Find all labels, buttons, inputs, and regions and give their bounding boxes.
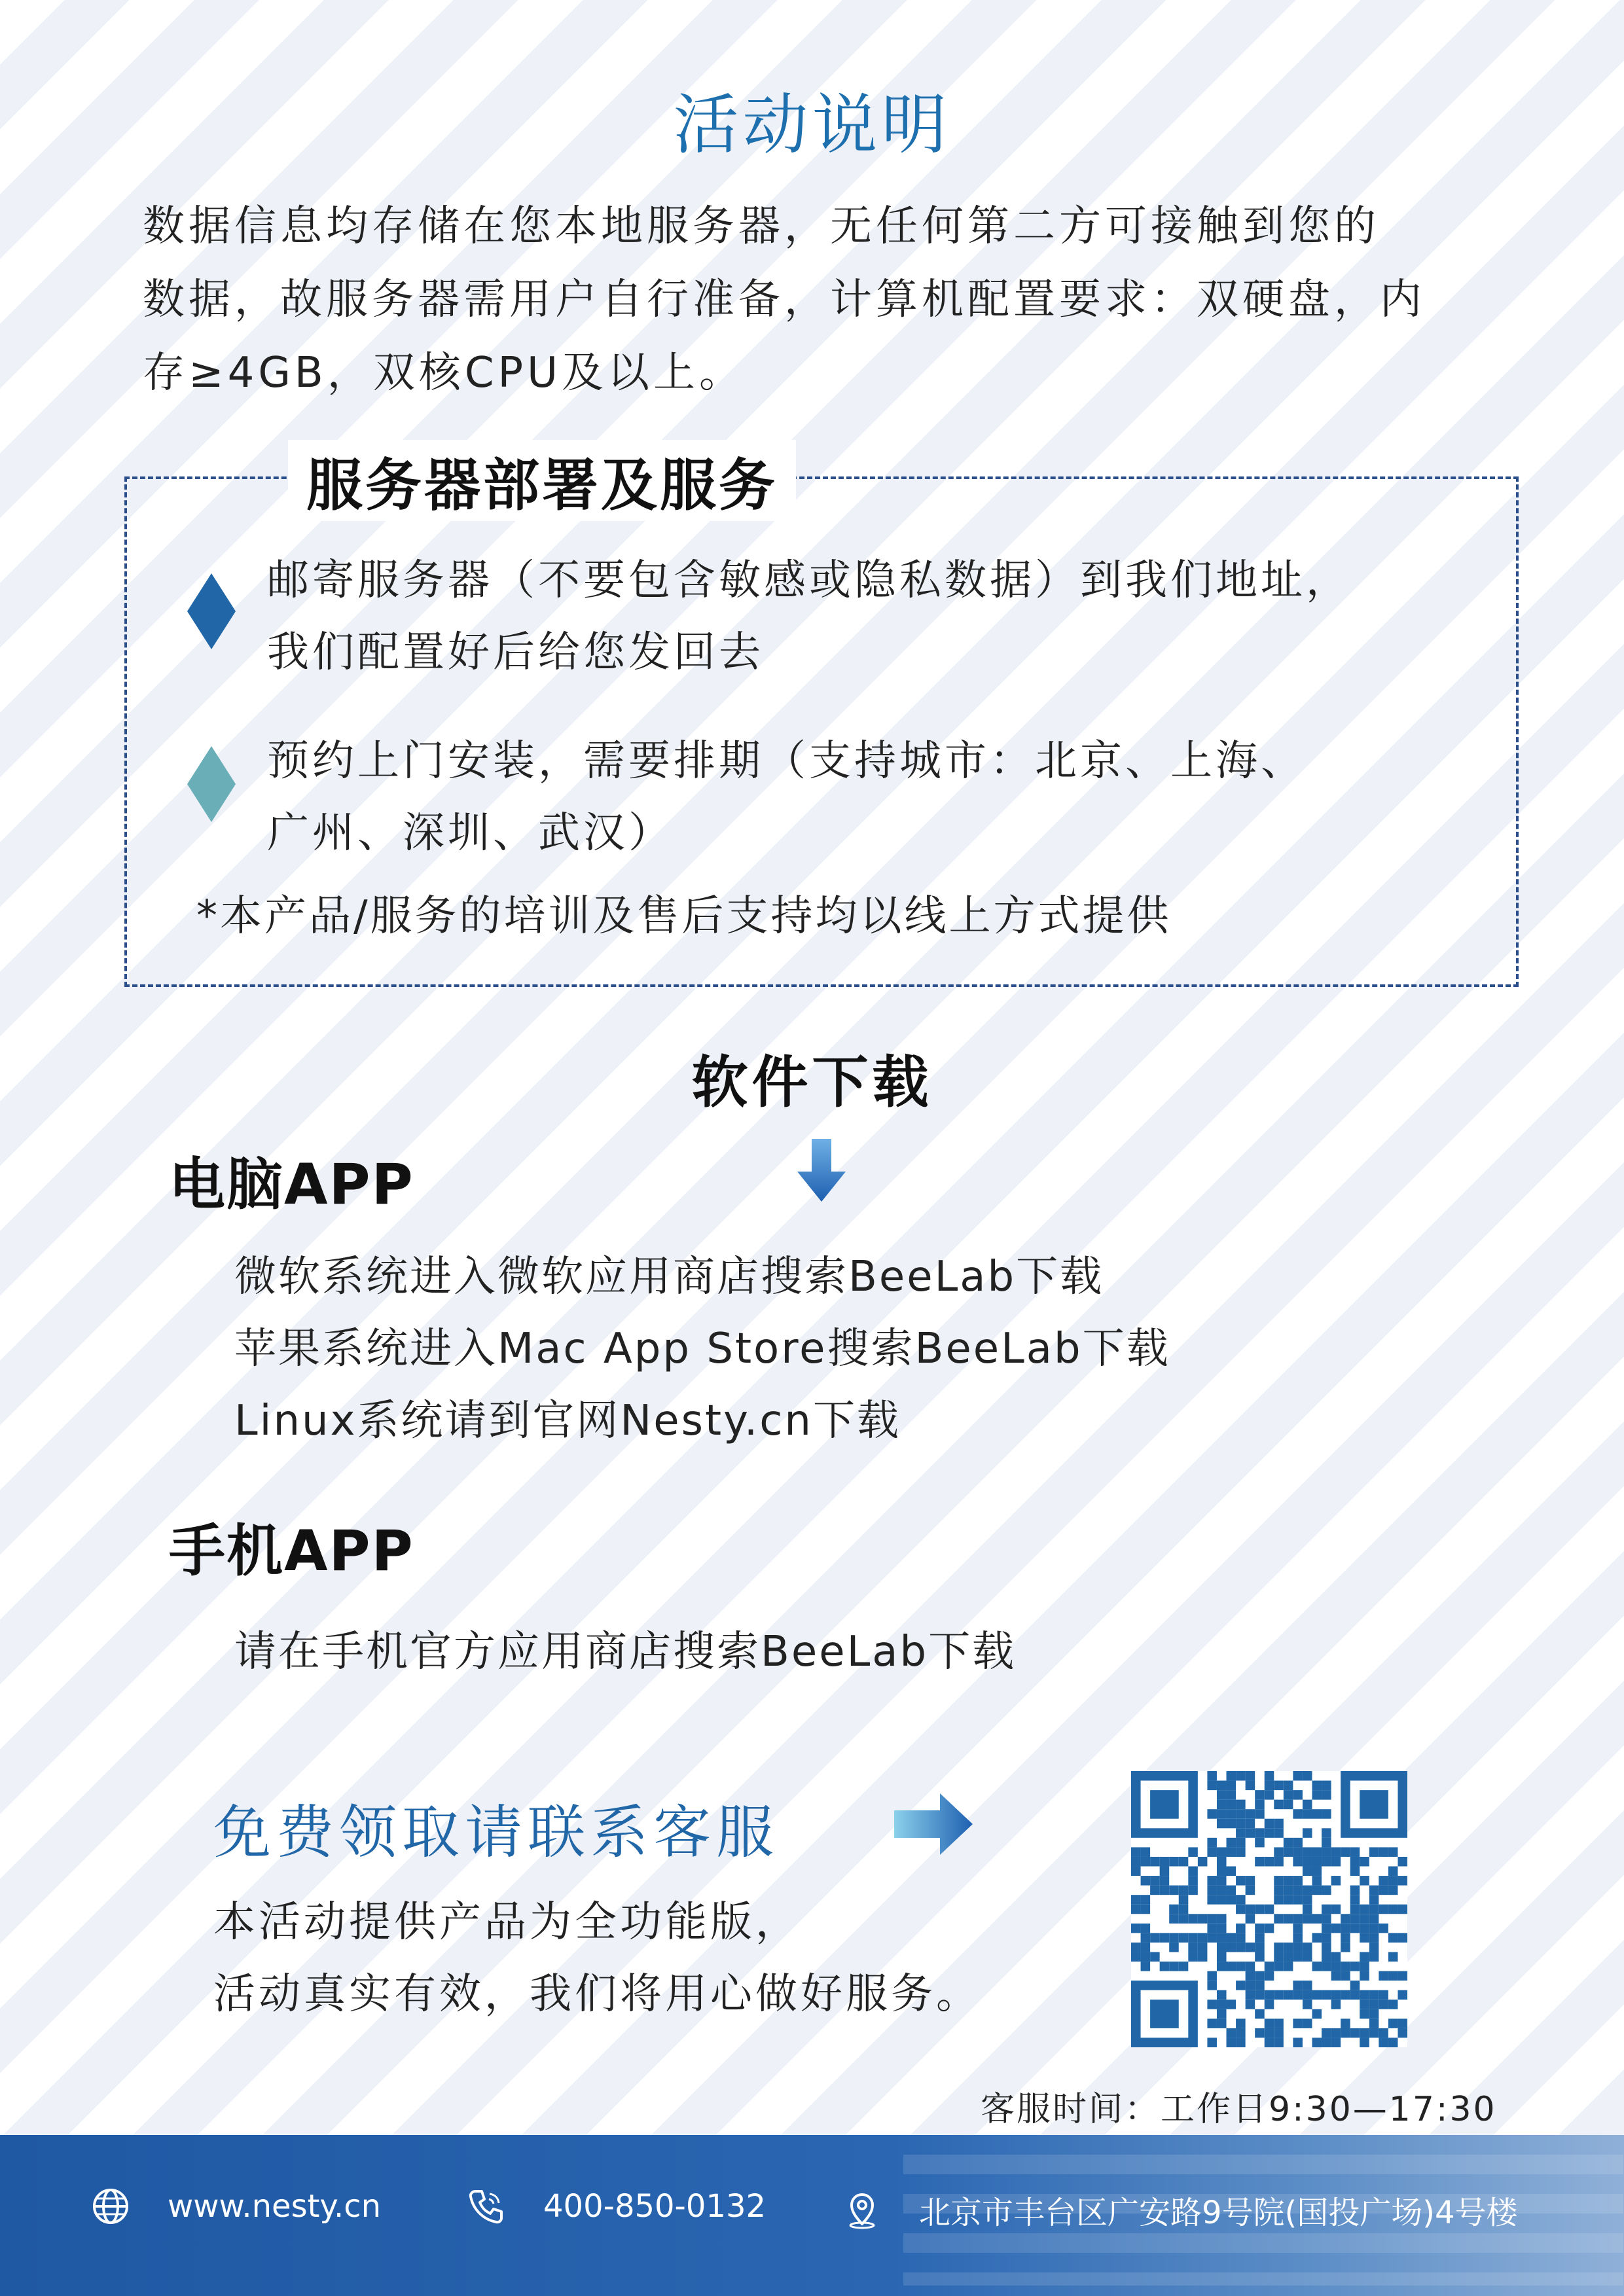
- service-item-line: 广州、深圳、武汉）: [267, 809, 674, 857]
- footer-website[interactable]: [92, 2187, 381, 2225]
- activity-line: 本活动提供产品为全功能版，: [213, 1898, 801, 1946]
- list-item: 苹果系统进入Mac App Store搜索BeeLab下载: [234, 1325, 1170, 1373]
- service-item-onsite: [267, 725, 1445, 869]
- service-note: *本产品/服务的培训及售后支持均以线上方式提供: [196, 892, 1172, 941]
- arrow-right-icon: [894, 1793, 973, 1855]
- pc-app-list: [234, 1241, 1170, 1457]
- mobile-app-instruction: 请在手机官方应用商店搜索BeeLab下载: [234, 1628, 1017, 1676]
- download-title: 软件下载: [691, 1050, 933, 1115]
- service-item-mail: [267, 545, 1445, 689]
- service-item-line: 我们配置好后给您发回去: [267, 628, 764, 677]
- intro-text: [143, 190, 1504, 410]
- website-text: www.nesty.cn: [168, 2188, 382, 2225]
- qr-code[interactable]: [1131, 1771, 1407, 2047]
- contact-cta: 免费领取请联系客服: [213, 1799, 780, 1866]
- footer-address[interactable]: [843, 2187, 1518, 2233]
- service-title: 服务器部署及服务: [288, 440, 796, 521]
- intro-line: 数据，故服务器需用户自行准备，计算机配置要求：双硬盘，内: [143, 276, 1426, 324]
- footer-phone[interactable]: [467, 2187, 766, 2225]
- list-item: 微软系统进入微软应用商店搜索BeeLab下载: [234, 1253, 1104, 1301]
- intro-line: 数据信息均存储在您本地服务器，无任何第二方可接触到您的: [143, 202, 1380, 251]
- activity-text: [213, 1886, 981, 2030]
- phone-text: 400-850-0132: [543, 2188, 767, 2225]
- location-pin-icon: [843, 2191, 881, 2229]
- page-title: 活动说明: [673, 86, 951, 163]
- intro-line: 存≥4GB，双核CPU及以上。: [143, 349, 745, 397]
- service-time: 客服时间：工作日9:30—17:30: [981, 2090, 1497, 2129]
- pc-app-title: 电脑APP: [169, 1152, 414, 1217]
- activity-line: 活动真实有效，我们将用心做好服务。: [213, 1970, 981, 2018]
- phone-icon: [467, 2187, 505, 2225]
- service-item-line: 预约上门安装，需要排期（支持城市：北京、上海、: [267, 737, 1306, 785]
- list-item: Linux系统请到官网Nesty.cn下载: [234, 1397, 901, 1445]
- arrow-down-icon: [797, 1139, 846, 1202]
- service-item-line: 邮寄服务器（不要包含敏感或隐私数据）到我们地址，: [267, 556, 1351, 605]
- globe-icon: [92, 2187, 130, 2225]
- mobile-app-title: 手机APP: [169, 1518, 414, 1584]
- address-text: 北京市丰台区广安路9号院(国投广场)4号楼: [919, 2195, 1518, 2231]
